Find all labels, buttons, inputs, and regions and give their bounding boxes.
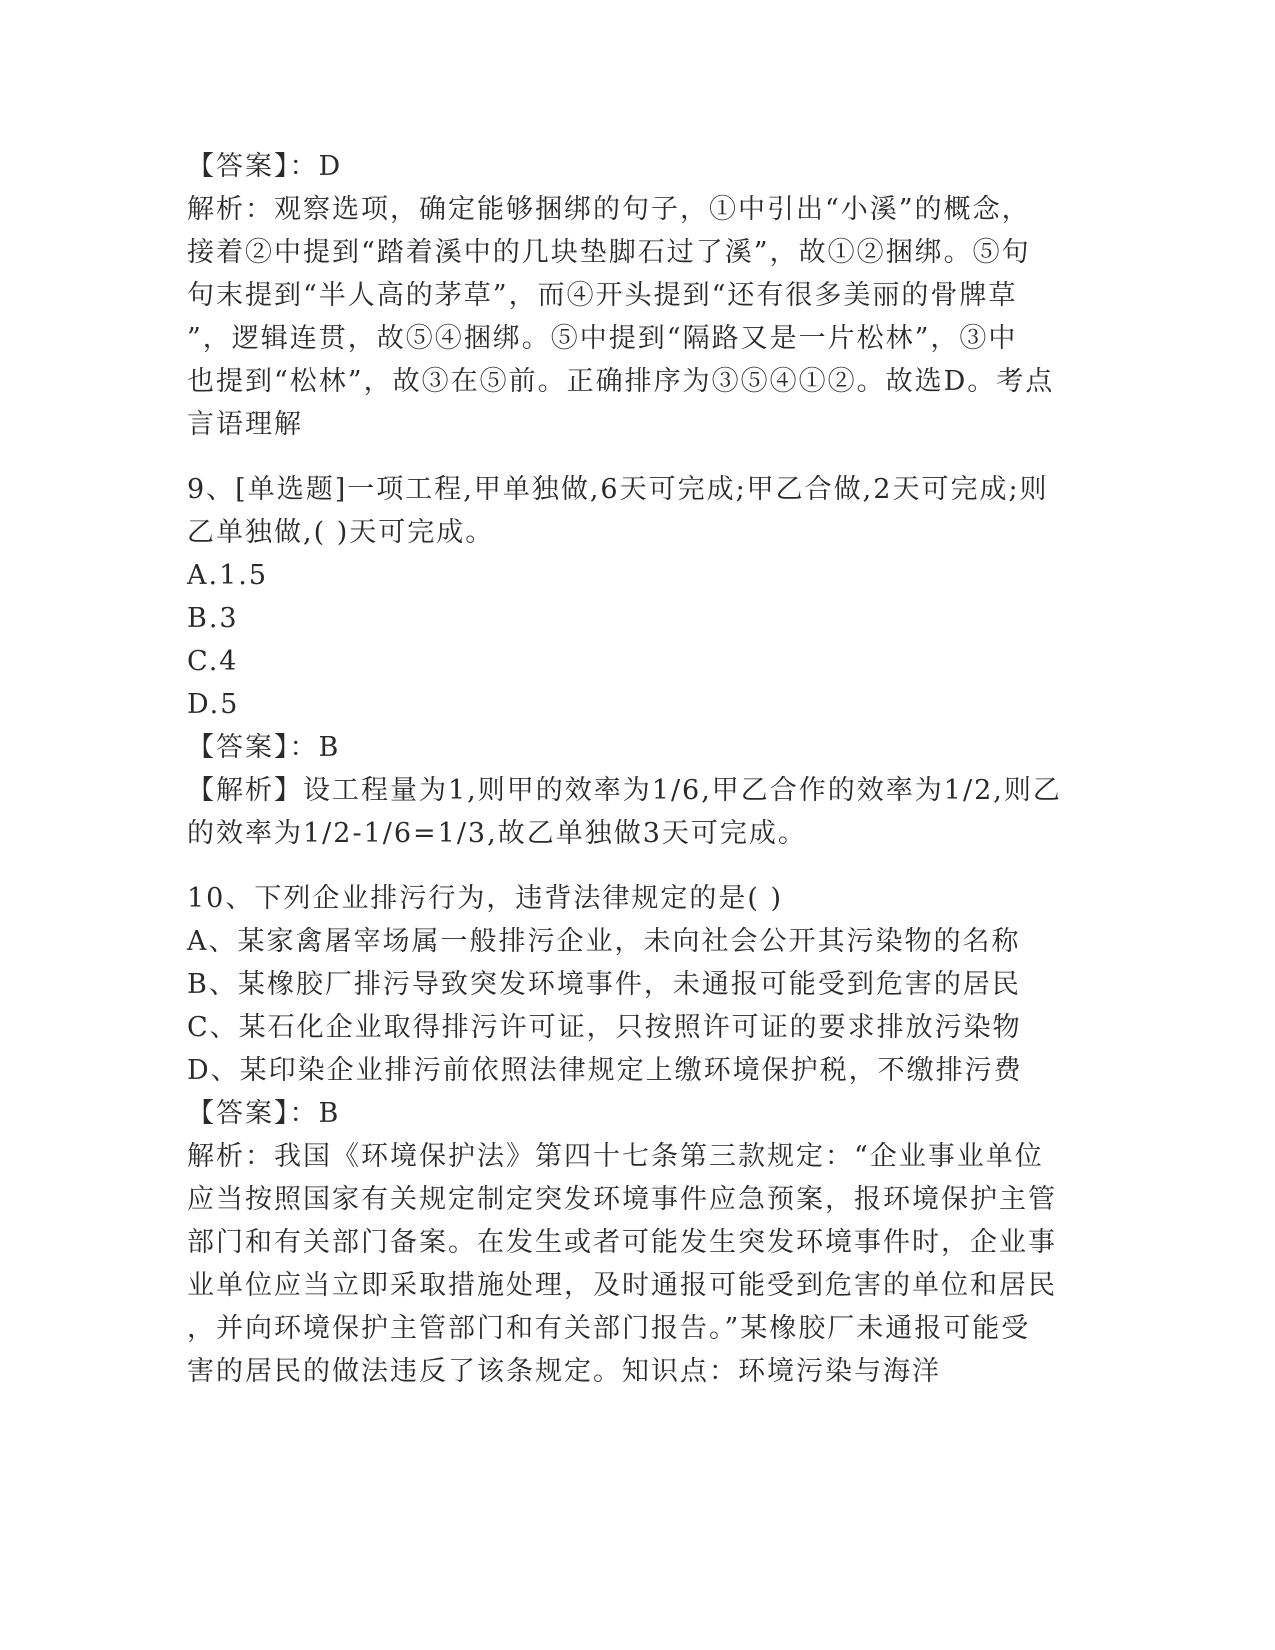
option-c: C、某石化企业取得排污许可证，只按照许可证的要求排放污染物 [187,1012,1022,1043]
analysis-line: 的效率为1/2-1/6=1/3,故乙单独做3天可完成。 [187,818,807,849]
analysis-line: 【解析】设工程量为1,则甲的效率为1/6,甲乙合作的效率为1/2,则乙 [187,775,1062,806]
option-b: B、某橡胶厂排污导致突发环境事件，未通报可能受到危害的居民 [187,969,1021,1000]
option-c: C.4 [187,646,239,677]
analysis-line: 部门和有关部门备案。在发生或者可能发生突发环境事件时，企业事 [187,1227,1057,1258]
question-9 [187,468,1087,855]
analysis-line: 言语理解 [187,409,303,440]
option-b: B.3 [187,603,239,634]
question-8-tail [187,145,1087,446]
answer-line: 【答案】：B [187,1098,341,1129]
document-page [187,145,1087,1393]
analysis-line: 解析：观察选项，确定能够捆绑的句子，①中引出“小溪”的概念， [187,194,1031,225]
analysis-line: 害的居民的做法违反了该条规定。知识点：环境污染与海洋 [187,1356,941,1387]
question-stem: 9、[单选题]一项工程,甲单独做,6天可完成;甲乙合做,2天可完成;则 [187,474,1049,505]
question-stem: 乙单独做,( )天可完成。 [187,517,495,548]
analysis-line: 接着②中提到“踏着溪中的几块垫脚石过了溪”，故①②捆绑。⑤句 [187,237,1031,268]
analysis-line: 应当按照国家有关规定制定突发环境事件应急预案，报环境保护主管 [187,1184,1057,1215]
answer-line: 【答案】：D [187,151,343,182]
option-a: A、某家禽屠宰场属一般排污企业，未向社会公开其污染物的名称 [187,926,1021,957]
question-10 [187,877,1087,1393]
option-a: A.1.5 [187,560,269,591]
block-spacer [187,855,1087,877]
analysis-line: ，并向环境保护主管部门和有关部门报告。”某橡胶厂未通报可能受 [187,1313,1031,1344]
answer-line: 【答案】：B [187,732,341,763]
analysis-line: 也提到“松林”，故③在⑤前。正确排序为③⑤④①②。故选D。考点 [187,366,1055,397]
option-d: D.5 [187,689,240,720]
block-spacer [187,446,1087,468]
analysis-line: 句末提到“半人高的茅草”，而④开头提到“还有很多美丽的骨牌草 [187,280,1018,311]
analysis-line: ”，逻辑连贯，故⑤④捆绑。⑤中提到“隔路又是一片松林”，③中 [187,323,1018,354]
analysis-line: 解析：我国《环境保护法》第四十七条第三款规定：“企业事业单位 [187,1141,1044,1172]
question-stem: 10、下列企业排污行为，违背法律规定的是( ) [187,883,784,914]
analysis-line: 业单位应当立即采取措施处理，及时通报可能受到危害的单位和居民 [187,1270,1057,1301]
option-d: D、某印染企业排污前依照法律规定上缴环境保护税，不缴排污费 [187,1055,1023,1086]
